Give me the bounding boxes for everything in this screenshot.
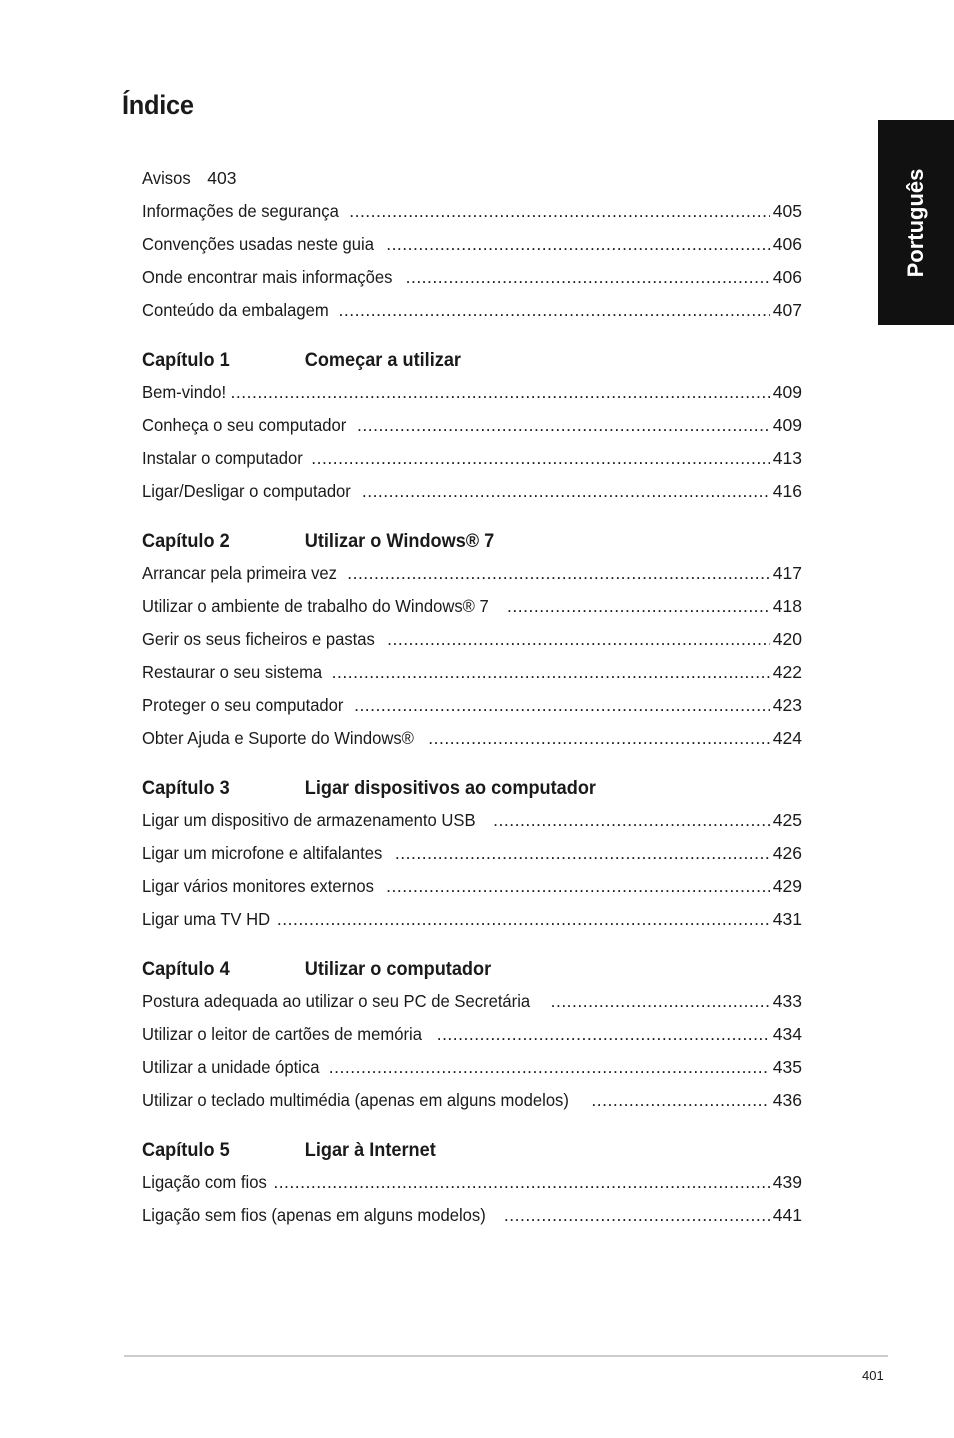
toc-entry-page: 409	[772, 415, 802, 435]
toc-entry-title: Utilizar o teclado multimédia (apenas em alguns modelos)	[142, 1090, 569, 1110]
dot-leader	[354, 689, 770, 722]
chapter-heading[interactable]	[142, 525, 756, 557]
toc-entry-title: Ligação com fios	[142, 1172, 267, 1192]
toc-entry[interactable]	[142, 1051, 802, 1084]
toc-entry-page: 429	[772, 876, 802, 896]
page-number: 401	[862, 1368, 884, 1383]
toc-entry-page: 418	[772, 596, 802, 616]
toc-entry-page: 435	[772, 1057, 802, 1077]
dot-leader	[311, 442, 770, 475]
toc-entry-title: Ligar um microfone e altifalantes	[142, 843, 383, 863]
toc-entry-title: Utilizar a unidade óptica	[142, 1057, 320, 1077]
dot-leader	[231, 376, 770, 409]
toc-chapter-section	[142, 772, 802, 936]
toc-chapter-section	[142, 1134, 802, 1232]
dot-leader	[277, 903, 770, 936]
toc-entry-title: Proteger o seu computador	[142, 695, 344, 715]
chapter-label: Capítulo 5	[142, 1138, 230, 1161]
toc-entry[interactable]	[142, 656, 802, 689]
toc-entry-title: Onde encontrar mais informações	[142, 267, 393, 287]
toc-entry-page: 405	[772, 201, 802, 221]
toc-entry-page: 409	[772, 382, 802, 402]
toc-entry-title: Ligação sem fios (apenas em alguns modelos)	[142, 1205, 486, 1225]
toc-entry-title: Ligar vários monitores externos	[142, 876, 374, 896]
dot-leader	[387, 623, 770, 656]
toc-entry[interactable]	[142, 870, 802, 903]
dot-leader	[386, 228, 770, 261]
toc-entry[interactable]	[142, 195, 802, 228]
dot-leader	[339, 294, 770, 327]
dot-leader	[493, 804, 770, 837]
toc-entry-page: 406	[772, 234, 802, 254]
toc-entry[interactable]	[142, 409, 802, 442]
toc-entry-title: Bem-vindo!	[142, 382, 227, 402]
chapter-label: Capítulo 3	[142, 776, 230, 799]
toc-entry[interactable]	[142, 722, 802, 755]
toc-entry[interactable]	[142, 1018, 802, 1051]
toc-entry-page: 425	[772, 810, 802, 830]
dot-leader	[428, 722, 770, 755]
toc-entry[interactable]	[142, 162, 802, 195]
dot-leader	[591, 1084, 769, 1117]
dot-leader	[507, 590, 770, 623]
toc-entry[interactable]	[142, 903, 802, 936]
chapter-title: Ligar dispositivos ao computador	[304, 776, 596, 799]
toc-entry-page: 417	[772, 563, 802, 583]
toc-entry-page: 406	[772, 267, 802, 287]
toc-entry-page: 434	[772, 1024, 802, 1044]
toc-entry[interactable]	[142, 228, 802, 261]
toc-entry-page: 436	[772, 1090, 802, 1110]
toc-entry-page: 416	[772, 481, 802, 501]
toc-entry-title: Arrancar pela primeira vez	[142, 563, 337, 583]
toc-entry-page: 407	[772, 300, 802, 320]
chapter-title: Utilizar o computador	[304, 957, 492, 980]
chapter-label: Capítulo 2	[142, 529, 230, 552]
chapter-heading[interactable]	[142, 772, 756, 804]
toc-entry[interactable]	[142, 837, 802, 870]
dot-leader	[347, 557, 770, 590]
toc-entry-page: 423	[772, 695, 802, 715]
chapter-heading[interactable]	[142, 344, 756, 376]
toc-entry-page: 422	[772, 662, 802, 682]
dot-leader	[329, 1051, 770, 1084]
dot-leader	[362, 475, 770, 508]
toc-entry-page: 426	[772, 843, 802, 863]
footer-divider	[124, 1355, 888, 1357]
toc-chapter-section	[142, 953, 802, 1117]
page-title: Índice	[122, 90, 194, 120]
toc-entry[interactable]	[142, 376, 802, 409]
chapter-title: Começar a utilizar	[304, 348, 461, 371]
dot-leader	[406, 261, 770, 294]
toc-entry-title: Ligar um dispositivo de armazenamento USB	[142, 810, 476, 830]
toc-entry[interactable]	[142, 294, 802, 327]
toc-entry-title: Ligar uma TV HD	[142, 909, 271, 929]
toc-entry[interactable]	[142, 261, 802, 294]
toc-entry-page: 431	[772, 909, 802, 929]
toc-entry[interactable]	[142, 442, 802, 475]
toc-entry-title: Informações de segurança	[142, 201, 339, 221]
toc-entry-title: Utilizar o leitor de cartões de memória	[142, 1024, 422, 1044]
toc-entry[interactable]	[142, 1084, 802, 1117]
toc-entry-title: Avisos	[142, 168, 191, 188]
toc-entry-title: Obter Ajuda e Suporte do Windows®	[142, 728, 414, 748]
toc-chapter-section	[142, 525, 802, 755]
language-tab	[878, 120, 954, 325]
toc-entry[interactable]	[142, 557, 802, 590]
chapter-heading[interactable]	[142, 1134, 756, 1166]
dot-leader	[551, 985, 770, 1018]
toc-entry-title: Conheça o seu computador	[142, 415, 347, 435]
dot-leader	[395, 837, 770, 870]
toc-entry-title: Instalar o computador	[142, 448, 303, 468]
dot-leader	[332, 656, 770, 689]
toc-entry[interactable]	[142, 1199, 802, 1232]
chapter-title: Ligar à Internet	[304, 1138, 436, 1161]
dot-leader	[504, 1199, 770, 1232]
chapter-label: Capítulo 4	[142, 957, 230, 980]
chapter-heading[interactable]	[142, 953, 756, 985]
table-of-contents	[142, 162, 802, 1249]
language-tab-label: Português	[903, 168, 928, 277]
chapter-label: Capítulo 1	[142, 348, 230, 371]
toc-intro-section	[142, 162, 802, 327]
toc-entry-page: 439	[772, 1172, 802, 1192]
toc-entry-title: Ligar/Desligar o computador	[142, 481, 351, 501]
toc-entry[interactable]	[142, 985, 802, 1018]
toc-entry[interactable]	[142, 804, 802, 837]
dot-leader	[357, 409, 770, 442]
dot-leader	[437, 1018, 770, 1051]
toc-entry[interactable]	[142, 590, 802, 623]
toc-entry[interactable]	[142, 1166, 802, 1199]
dot-leader	[349, 195, 770, 228]
toc-entry-title: Restaurar o seu sistema	[142, 662, 323, 682]
toc-entry-title: Conteúdo da embalagem	[142, 300, 329, 320]
toc-entry-page: 441	[772, 1205, 802, 1225]
toc-entry-title: Postura adequada ao utilizar o seu PC de Secretária	[142, 991, 531, 1011]
toc-entry-page: 403	[207, 168, 237, 188]
toc-entry-title: Convenções usadas neste guia	[142, 234, 374, 254]
toc-entry[interactable]	[142, 475, 802, 508]
toc-entry-page: 413	[772, 448, 802, 468]
chapter-title: Utilizar o Windows® 7	[304, 529, 495, 552]
toc-chapter-section	[142, 344, 802, 508]
toc-entry-page: 424	[772, 728, 802, 748]
toc-entry-title: Utilizar o ambiente de trabalho do Windows® 7	[142, 596, 489, 616]
toc-entry[interactable]	[142, 689, 802, 722]
toc-entry-page: 433	[772, 991, 802, 1011]
dot-leader	[386, 870, 770, 903]
toc-entry-title: Gerir os seus ficheiros e pastas	[142, 629, 375, 649]
toc-entry[interactable]	[142, 623, 802, 656]
dot-leader	[273, 1166, 769, 1199]
toc-entry-page: 420	[772, 629, 802, 649]
